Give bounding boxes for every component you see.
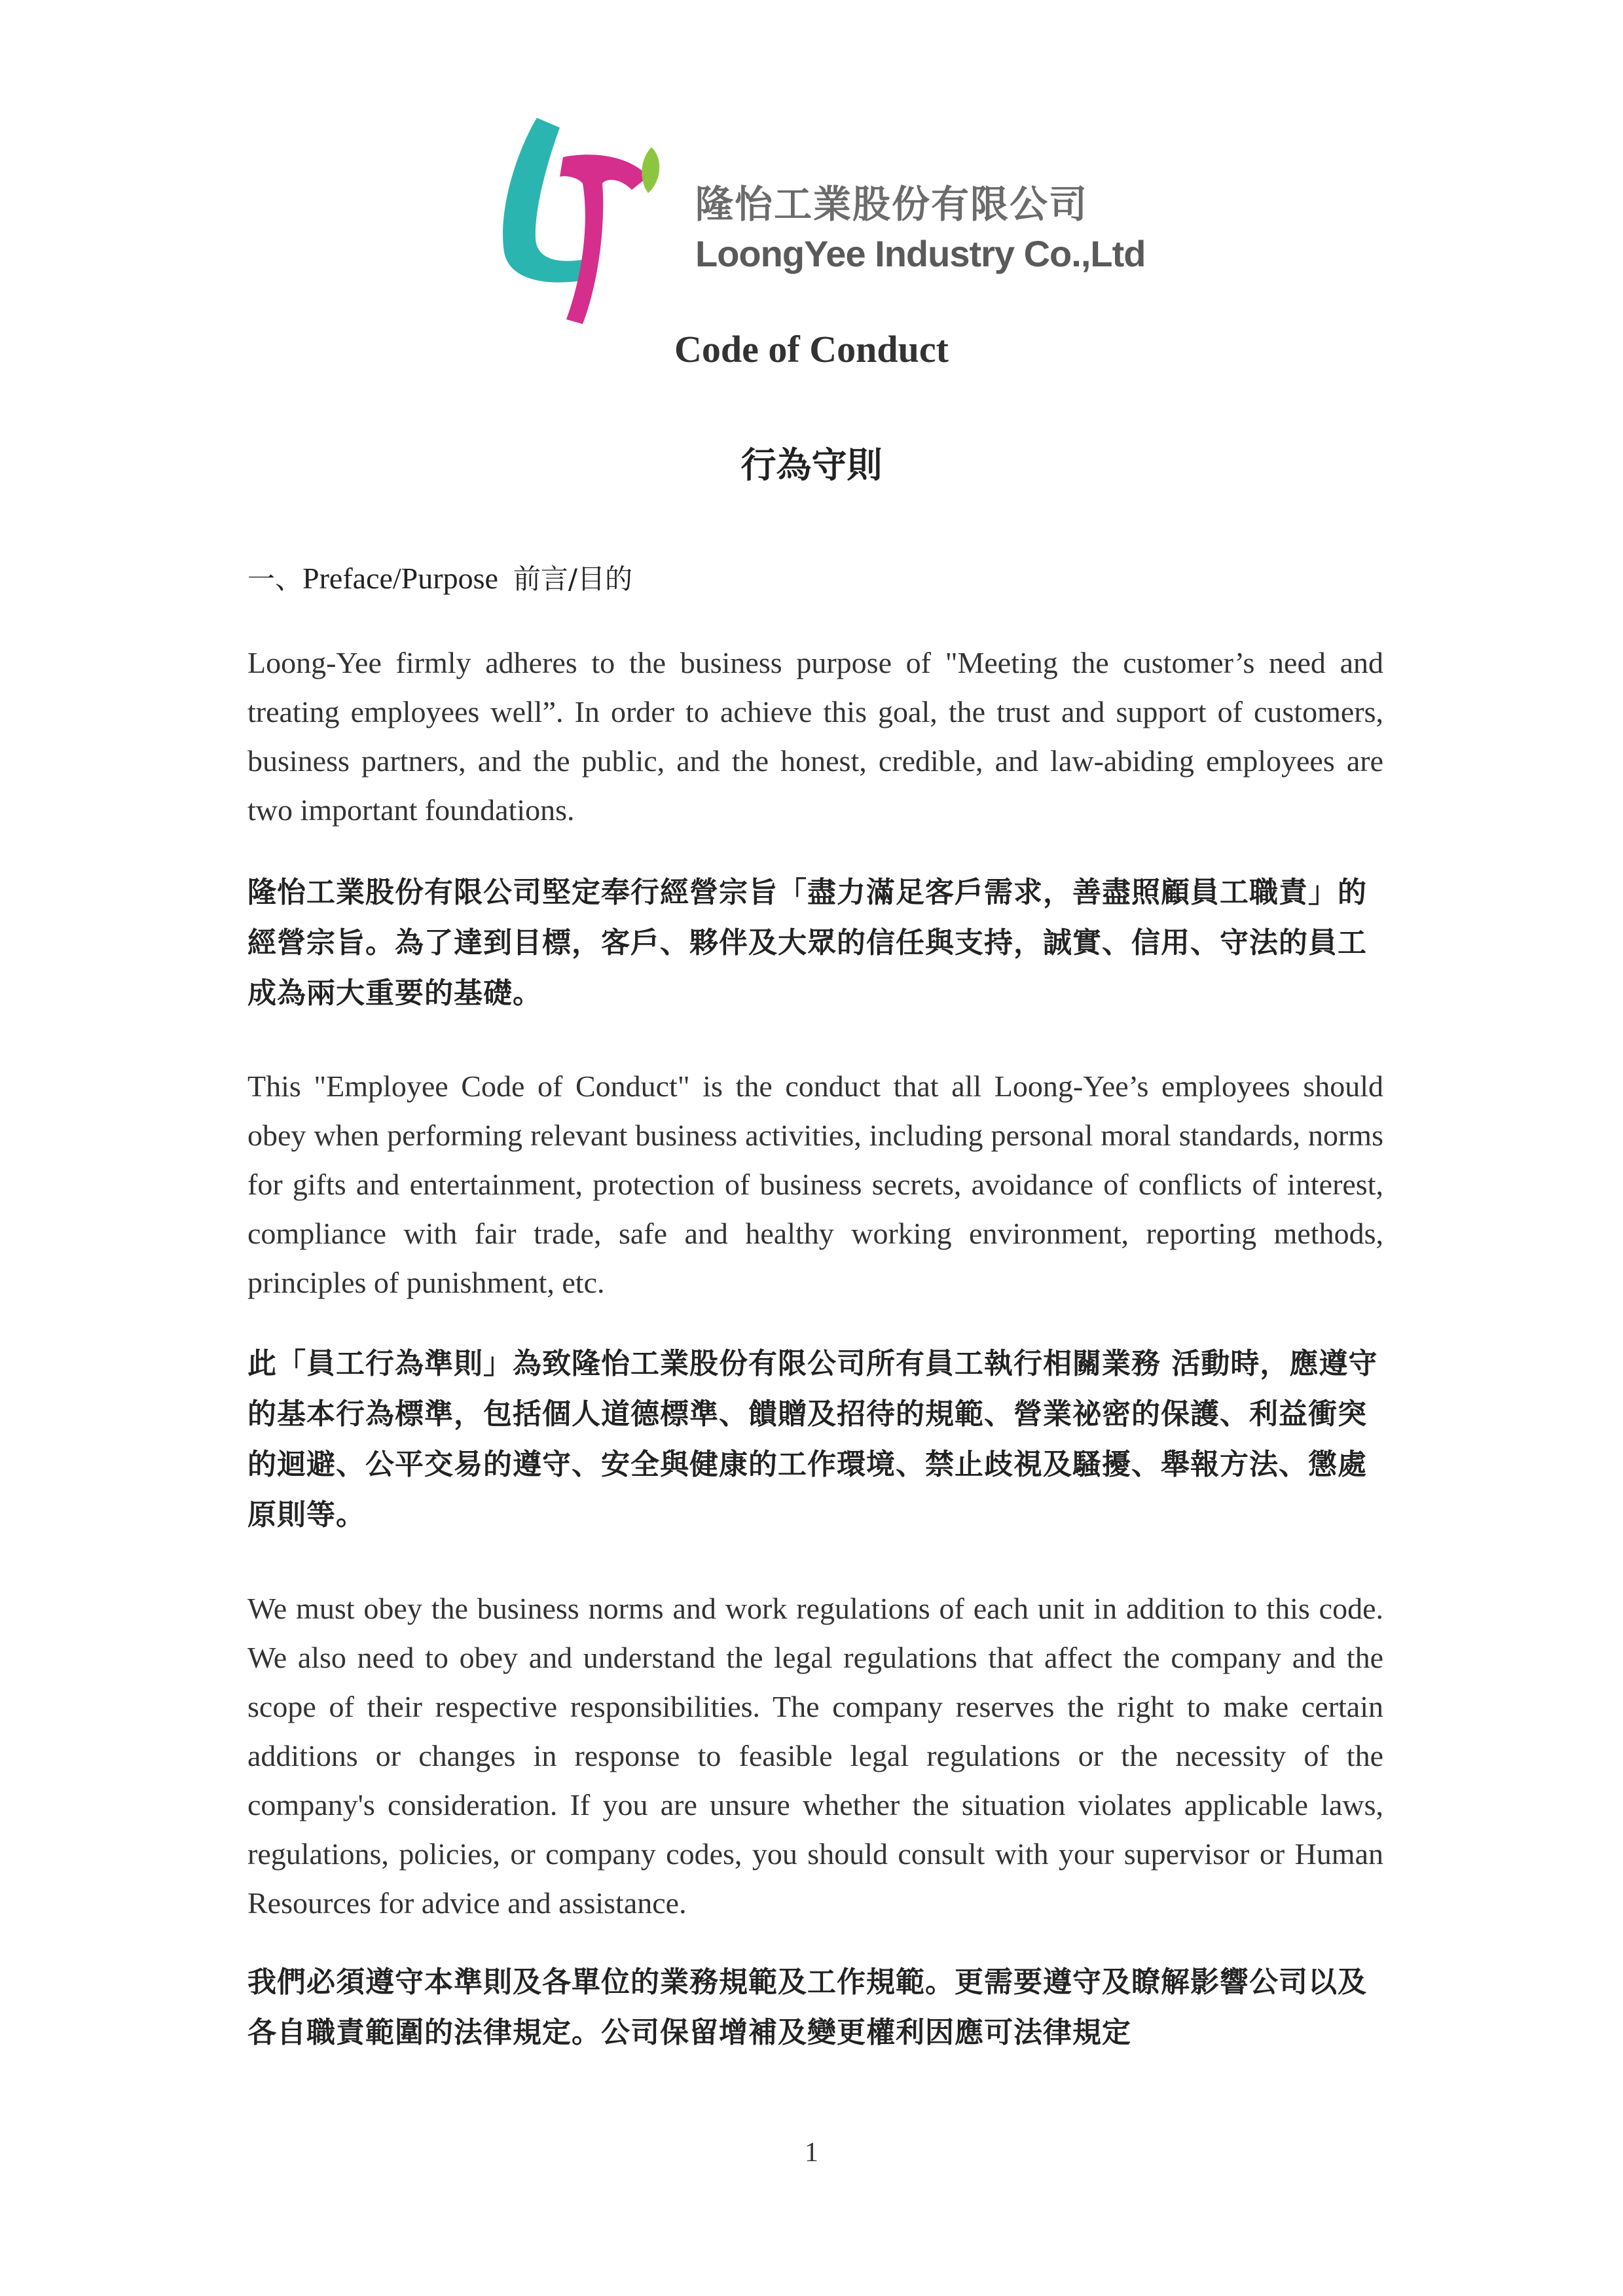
paragraph-2-en: This "Employee Code of Conduct" is the conduct that all Loong-Yee’s employees should obey when performing relevant business activities, including personal moral standards, norms for gifts and entertainment, protection of business secrets, avoidance of conflicts of interest, compliance with fair trade, safe and healthy working environment, reporting methods, principles of punishment, etc.	[247, 1069, 1383, 1299]
paragraph-1-zh: 隆怡工業股份有限公司堅定奉行經營宗旨「盡力滿足客戶需求，善盡照顧員工職責」的經營宗旨。為了達到目標，客戶、夥伴及大眾的信任與支持，誠實、信用、守法的員工成為兩大重要的基礎。	[247, 876, 1367, 1010]
paragraph-1-en: Loong-Yee firmly adheres to the business purpose of "Meeting the customer’s need and treating employees well”. In order to achieve this goal, the trust and support of customers, business partners, and the public, and the honest, credible, and law-abiding employees are two important foundations.	[247, 646, 1383, 827]
section-heading-en: Preface/Purpose	[302, 562, 498, 595]
paragraph-2-zh: 此「員工行為準則」為致隆怡工業股份有限公司所有員工執行相關業務 活動時，應遵守的基本行為標準，包括個人道德標準、饋贈及招待的規範、營業祕密的保護、利益衝突的迴避、公平交易的遵守、安全與健康的工作環境、禁止歧視及騷擾、舉報方法、懲處原則等。	[247, 1347, 1378, 1532]
section-number: 一、	[247, 563, 303, 595]
logo-company-name-zh: 隆怡工業股份有限公司	[695, 182, 1089, 226]
section-heading-zh: 前言/目的	[513, 563, 633, 595]
company-logo	[491, 111, 1146, 327]
document-title-zh: 行為守則	[740, 444, 883, 486]
paragraph-3-zh: 我們必須遵守本準則及各單位的業務規範及工作規範。更需要遵守及瞭解影響公司以及各自職責範圍的法律規定。公司保留增補及變更權利因應可法律規定	[247, 1965, 1367, 2049]
logo-mark-icon	[491, 111, 687, 327]
document-title-en: Code of Conduct	[674, 328, 949, 370]
logo-company-name-en: LoongYee Industry Co.,Ltd	[695, 233, 1146, 274]
paragraph-3-en: We must obey the business norms and work regulations of each unit in addition to this code. We also need to obey and understand the legal regulations that affect the company and the scope of their respective responsibilities. The company reserves the right to make certain additions or changes in response to feasible legal regulations or the necessity of the company's consideration. If you are unsure whether the situation violates applicable laws, regulations, policies, or company codes, you should consult with your supervisor or Human Resources for advice and assistance.	[247, 1592, 1383, 1920]
section-heading	[247, 558, 632, 597]
page-number: 1	[805, 2138, 818, 2168]
